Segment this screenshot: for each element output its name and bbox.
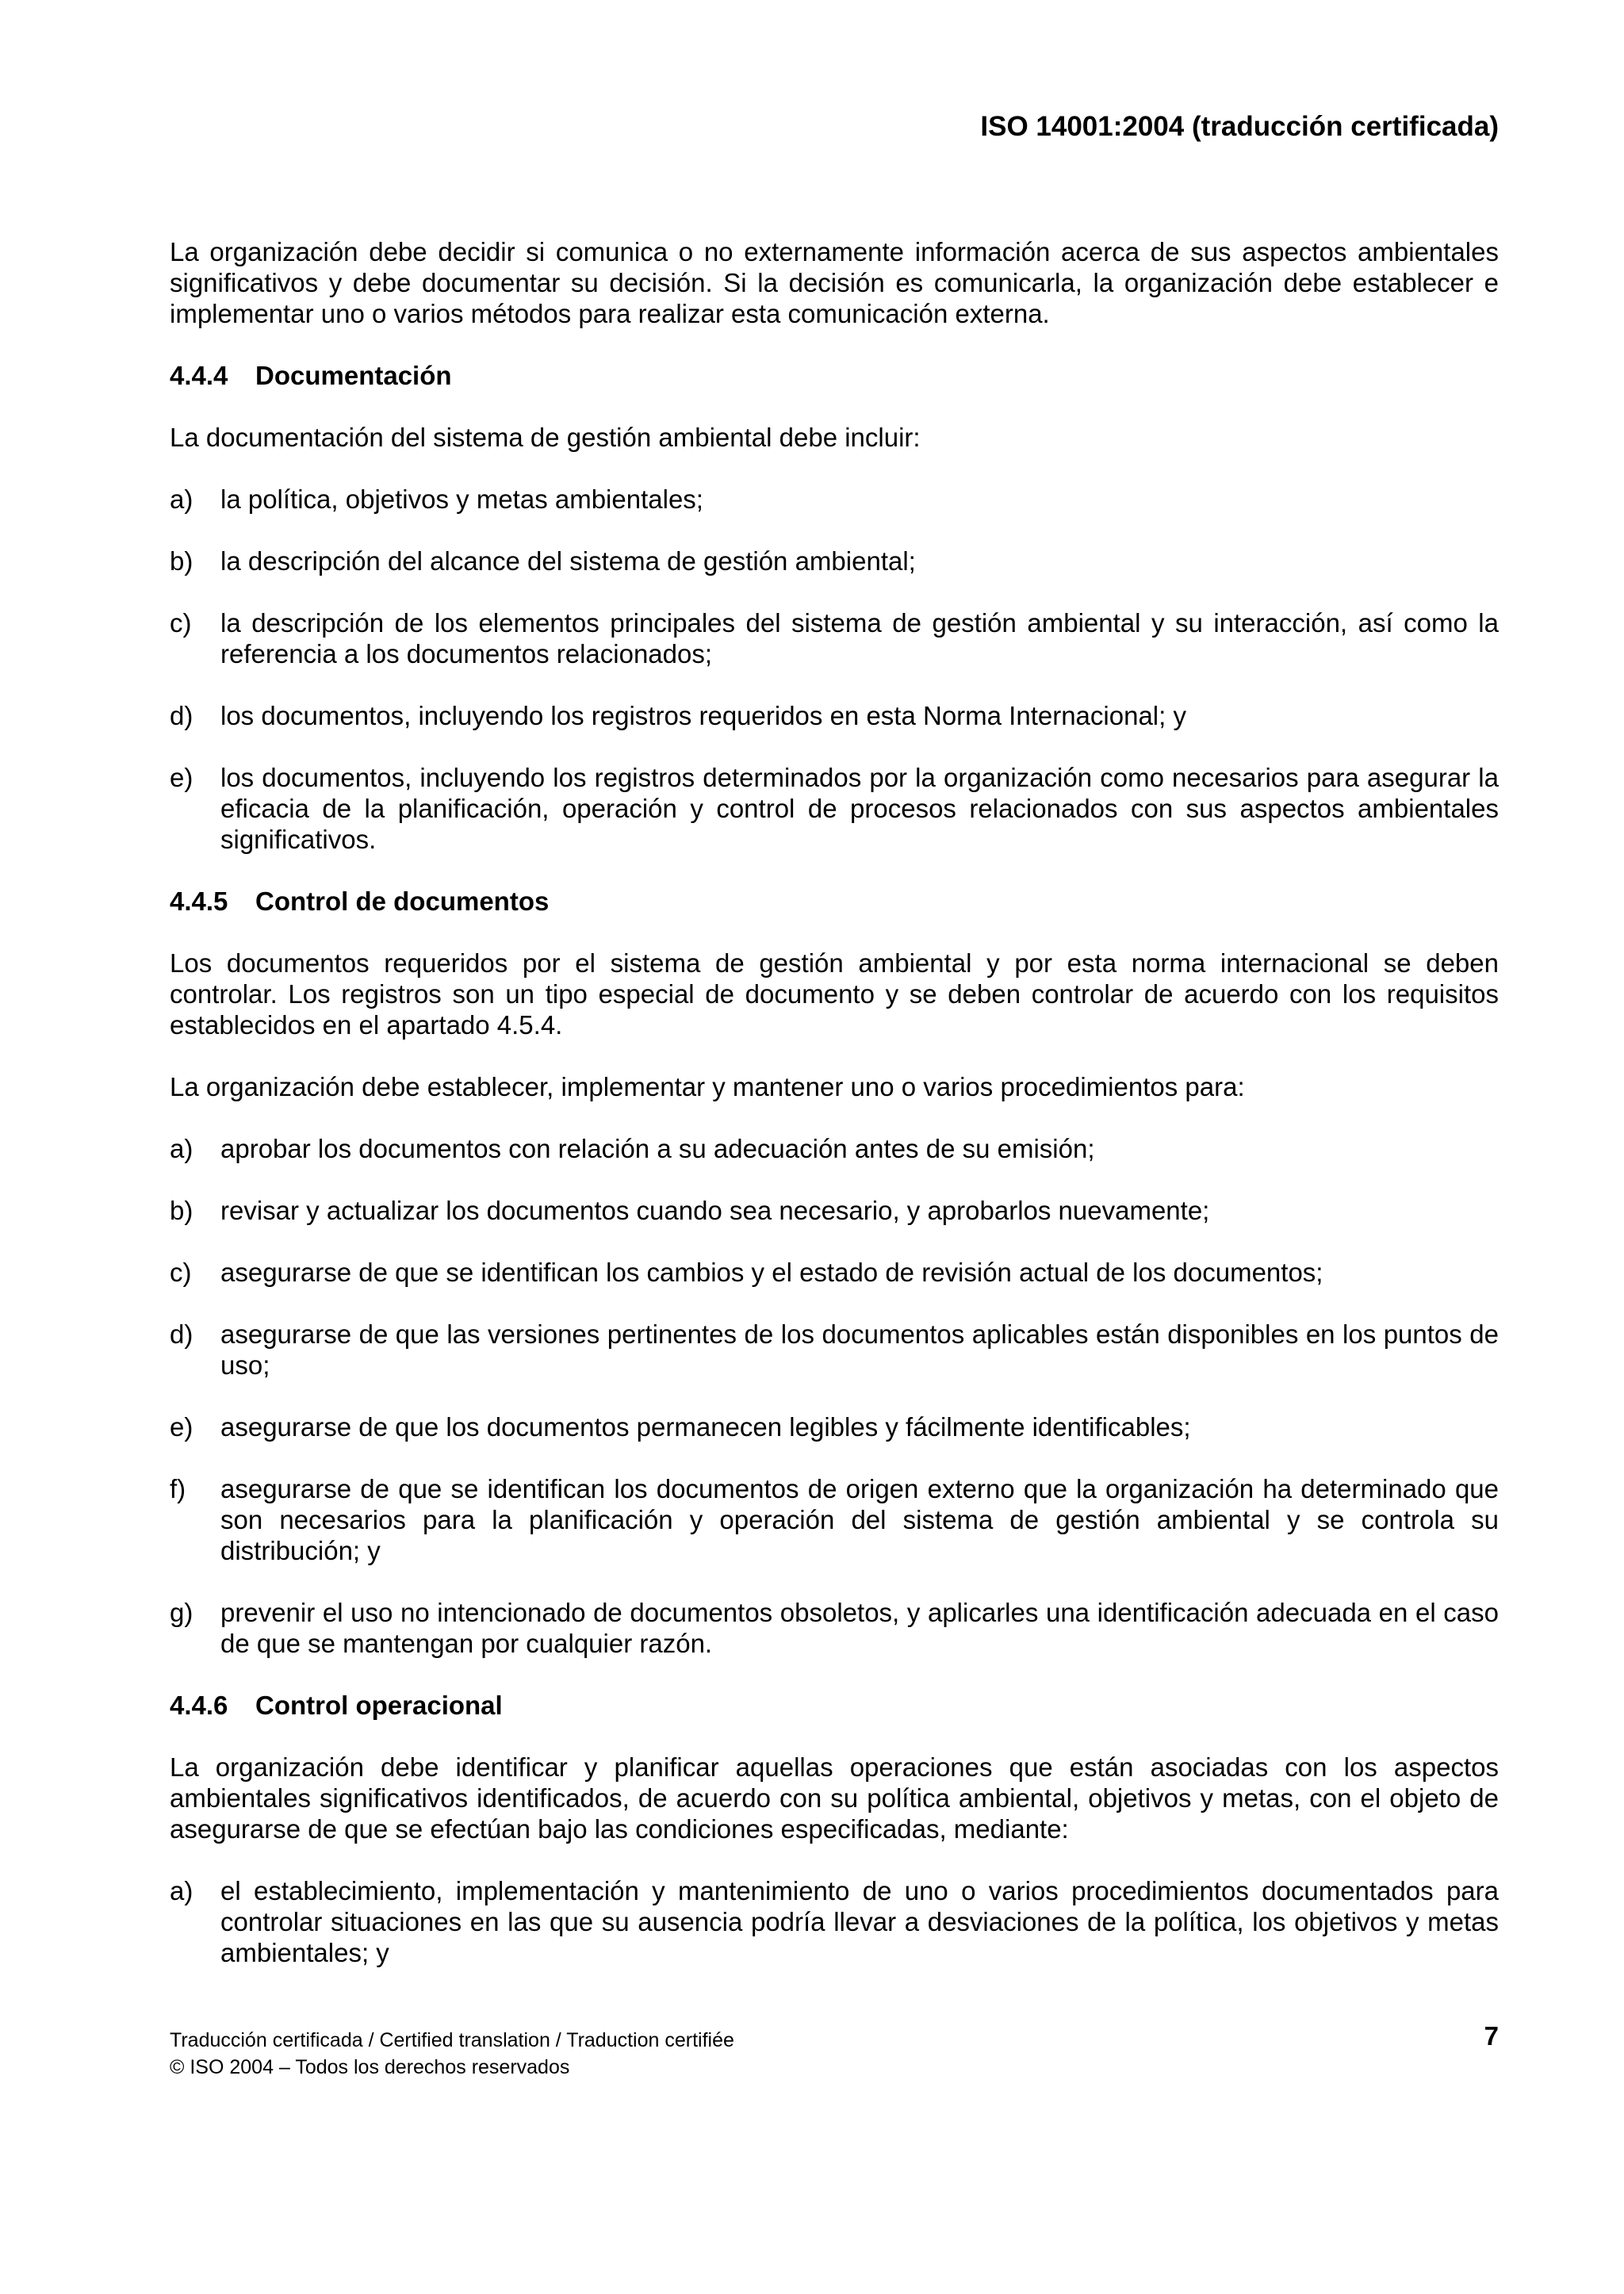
section-title: Documentación	[255, 361, 452, 390]
list-item-text: asegurarse de que las versiones pertinentes de los documentos aplicables están disponibles en los puntos de uso;	[220, 1319, 1499, 1380]
section-number: 4.4.5	[170, 887, 228, 916]
list-item	[170, 484, 1499, 515]
list-item-label: a)	[170, 1876, 193, 1905]
section-lead: La documentación del sistema de gestión ambiental debe incluir:	[170, 423, 921, 452]
list-item	[170, 1133, 1499, 1164]
intro-paragraph: La organización debe decidir si comunica o no externamente información acerca de sus aspectos ambientales significativos y debe documentar su decisión. Si la decisión es comunicarla, la organización debe establecer e implementar uno o varios métodos para realizar esta comunicación externa.	[170, 237, 1499, 328]
list-item-label: f)	[170, 1474, 186, 1503]
section-title: Control operacional	[255, 1691, 503, 1720]
list-item	[170, 1597, 1499, 1659]
list-item-text: asegurarse de que los documentos permanecen legibles y fácilmente identificables;	[220, 1412, 1191, 1442]
list-item-text: la descripción de los elementos principales del sistema de gestión ambiental y su interacción, así como la referencia a los documentos relacionados;	[220, 608, 1499, 668]
list-item-text: los documentos, incluyendo los registros requeridos en esta Norma Internacional; y	[220, 701, 1186, 730]
list-item	[170, 1473, 1499, 1566]
list-item-label: g)	[170, 1598, 193, 1627]
page-footer	[170, 2027, 734, 2081]
page-number: 7	[1484, 2021, 1499, 2051]
list-item-text: asegurarse de que se identifican los documentos de origen externo que la organización ha determinado que son necesarios para la planificación y operación del sistema de gestión ambiental y se controla su distribución; y	[220, 1474, 1499, 1565]
list-item	[170, 762, 1499, 855]
section-number: 4.4.6	[170, 1691, 228, 1720]
list-item	[170, 1411, 1499, 1442]
list-item	[170, 1257, 1499, 1288]
list-item-label: e)	[170, 763, 193, 792]
section-heading-4-4-4	[170, 360, 1499, 391]
section-lead: La organización debe establecer, implementar y mantener uno o varios procedimientos para:	[170, 1072, 1245, 1101]
list-item-label: e)	[170, 1412, 193, 1442]
section-number: 4.4.4	[170, 361, 228, 390]
section-paragraph: Los documentos requeridos por el sistema de gestión ambiental y por esta norma internacional se deben controlar. Los registros son un tipo especial de documento y se deben controlar de acuerdo con los requisitos establecidos en el apartado 4.5.4.	[170, 948, 1499, 1040]
list-item-label: a)	[170, 484, 193, 514]
section-lead: La organización debe identificar y planificar aquellas operaciones que están asociadas con los aspectos ambientales significativos identificados, de acuerdo con su política ambiental, objetivos y metas, con el objeto de asegurarse de que se efectúan bajo las condiciones especificadas, mediante:	[170, 1752, 1499, 1844]
list-item-text: la política, objetivos y metas ambientales;	[220, 484, 703, 514]
list-item-label: c)	[170, 1258, 192, 1287]
list-item-text: asegurarse de que se identifican los cambios y el estado de revisión actual de los documentos;	[220, 1258, 1323, 1287]
list-item	[170, 607, 1499, 669]
running-header: ISO 14001:2004 (traducción certificada)	[980, 111, 1499, 142]
list-item-text: los documentos, incluyendo los registros determinados por la organización como necesarios para asegurar la eficacia de la planificación, operación y control de procesos relacionados con sus aspectos ambientales significativos.	[220, 763, 1499, 854]
list-item-text: prevenir el uso no intencionado de documentos obsoletos, y aplicarles una identificación adecuada en el caso de que se mantengan por cualquier razón.	[220, 1598, 1499, 1658]
section-heading-4-4-6	[170, 1690, 1499, 1721]
list-item-text: revisar y actualizar los documentos cuando sea necesario, y aprobarlos nuevamente;	[220, 1196, 1210, 1225]
section-heading-4-4-5	[170, 886, 1499, 917]
footer-translation-note: Traducción certificada / Certified translation / Traduction certifiée	[170, 2029, 734, 2051]
list-item-label: d)	[170, 1319, 193, 1349]
list-item-label: b)	[170, 546, 193, 576]
list-item	[170, 1875, 1499, 1968]
section-title: Control de documentos	[255, 887, 550, 916]
list-item-label: a)	[170, 1134, 193, 1163]
list-item	[170, 700, 1499, 731]
list-item-label: b)	[170, 1196, 193, 1225]
list-item-text: la descripción del alcance del sistema de gestión ambiental;	[220, 546, 916, 576]
list-item	[170, 546, 1499, 576]
list-item-text: el establecimiento, implementación y mantenimiento de uno o varios procedimientos documentados para controlar situaciones en las que su ausencia podría llevar a desviaciones de la política, los objetivos y metas ambientales; y	[220, 1876, 1499, 1967]
page-body	[170, 236, 1499, 1999]
list-item-label: d)	[170, 701, 193, 730]
footer-copyright: © ISO 2004 – Todos los derechos reservados	[170, 2056, 570, 2078]
list-item-label: c)	[170, 608, 192, 638]
list-item	[170, 1319, 1499, 1381]
list-item	[170, 1195, 1499, 1226]
list-item-text: aprobar los documentos con relación a su adecuación antes de su emisión;	[220, 1134, 1095, 1163]
